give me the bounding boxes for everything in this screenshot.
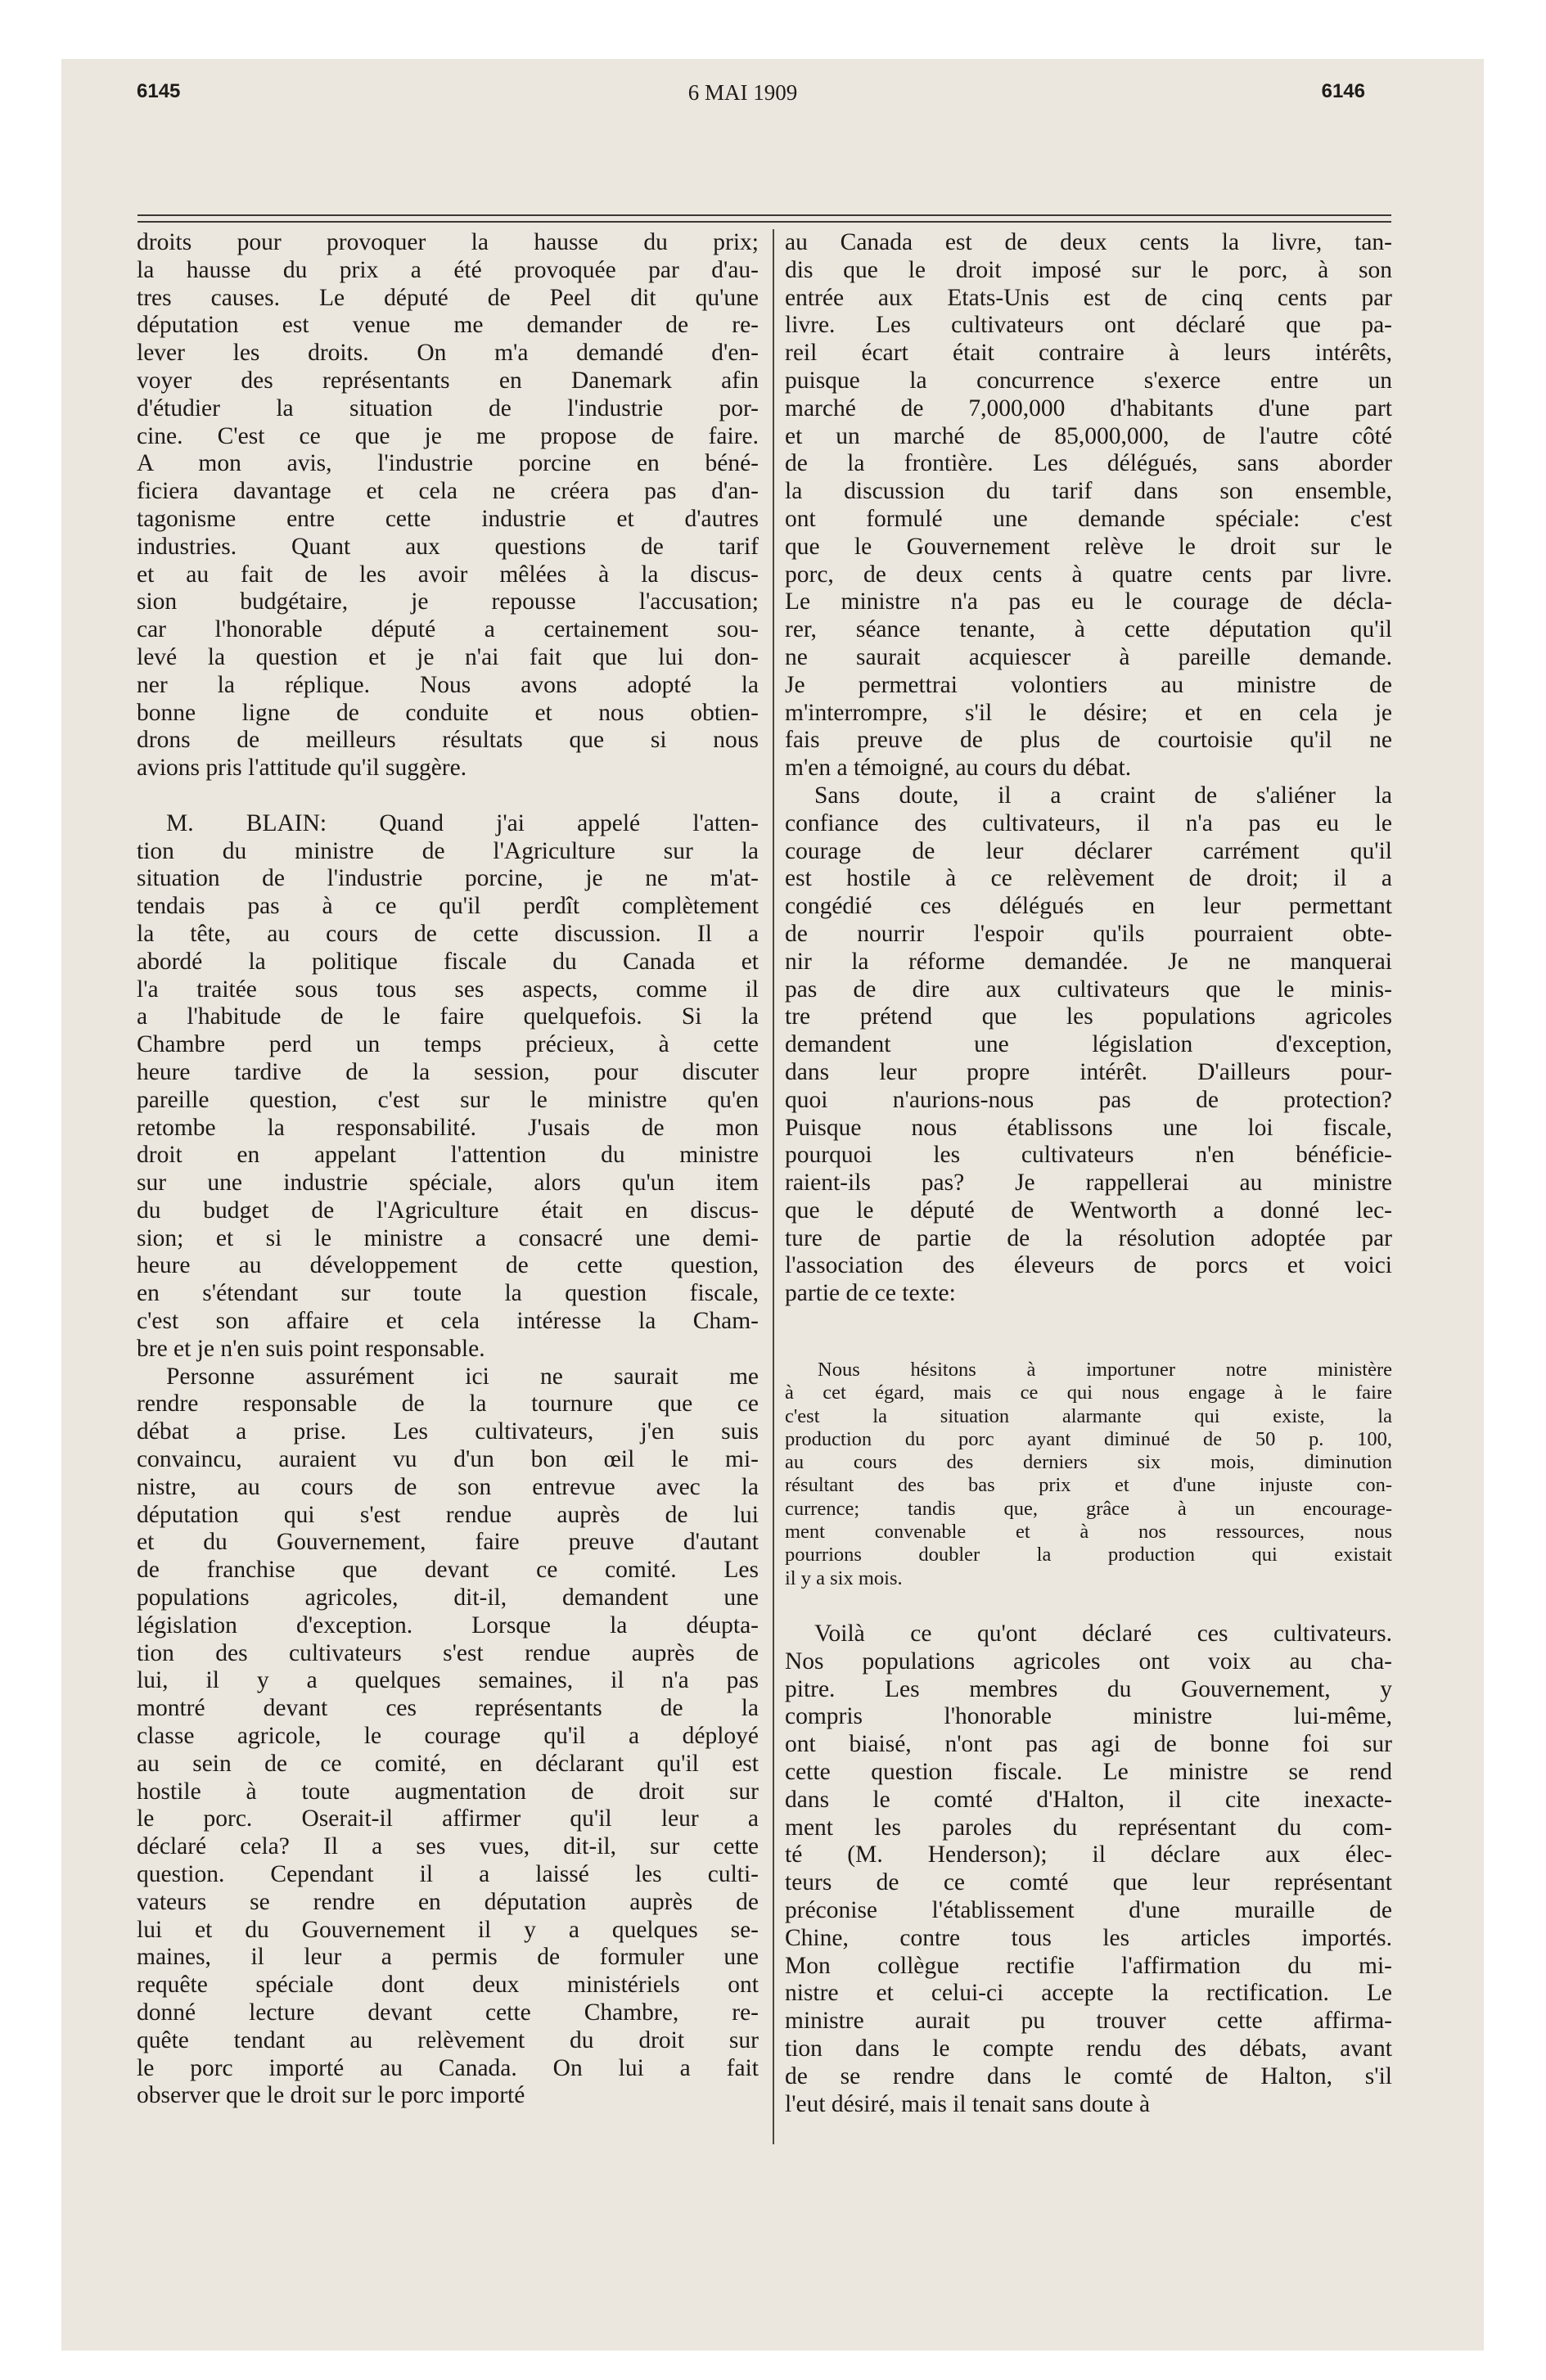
page-number-right: 6146 [1321, 80, 1365, 102]
text-line: livre. Les cultivateurs ont déclaré que pa- [785, 312, 1392, 339]
quote-line: à cet égard, mais ce qui nous engage à le faire [785, 1382, 1392, 1404]
text-line: Puisque nous établissons une loi fiscale, [785, 1114, 1392, 1141]
text-line [137, 782, 759, 810]
quote-line: Nous hésitons à importuner notre ministère [818, 1359, 1392, 1381]
text-line: déclaré cela? Il a ses vues, dit-il, sur cette [137, 1833, 759, 1860]
text-line: rer, séance tenante, à cette députation qu'il [785, 616, 1392, 643]
text-line: abordé la politique fiscale du Canada et [137, 948, 759, 975]
text-line: car l'honorable député a certainement sou- [137, 616, 759, 643]
text-line: Personne assurément ici ne saurait me [166, 1363, 759, 1390]
text-line: députation est venue me demander de re- [137, 312, 759, 339]
text-line: dans leur propre intérêt. D'ailleurs pour- [785, 1058, 1392, 1085]
text-line: de se rendre dans le comté de Halton, s'il [785, 2062, 1392, 2089]
text-line: lui, il y a quelques semaines, il n'a pas [137, 1667, 759, 1694]
text-line: de nourrir l'espoir qu'ils pourraient obte- [785, 920, 1392, 947]
text-line: au Canada est de deux cents la livre, tan- [785, 229, 1392, 255]
text-line: tres causes. Le député de Peel dit qu'une [137, 284, 759, 311]
text-line: situation de l'industrie porcine, je ne m'at- [137, 865, 759, 892]
text-line: tendais pas à ce qu'il perdît complètement [137, 893, 759, 920]
text-line: tion dans le compte rendu des débats, avant [785, 2035, 1392, 2062]
text-line: observer que le droit sur le porc importé [137, 2082, 525, 2109]
text-line: sion budgétaire, je repousse l'accusation; [137, 588, 759, 615]
text-line: porc, de deux cents à quatre cents par livre. [785, 561, 1392, 588]
text-line: M. BLAIN: Quand j'ai appelé l'atten- [166, 809, 759, 836]
text-line: sur une industrie spéciale, alors qu'un item [137, 1170, 759, 1197]
text-line: vateurs se rendre en députation auprès de [137, 1888, 759, 1915]
text-line: hostile à toute augmentation de droit sur [137, 1778, 759, 1805]
text-line: retombe la responsabilité. J'usais de mon [137, 1114, 759, 1141]
text-line: de franchise que devant ce comité. Les [137, 1557, 759, 1584]
text-line: Sans doute, il a craint de s'aliéner la [814, 782, 1392, 809]
page-date: 6 MAI 1909 [687, 80, 798, 105]
text-line: quête tendant au relèvement du droit sur [137, 2026, 759, 2053]
text-line: Chine, contre tous les articles importés. [785, 1924, 1392, 1951]
text-line: donné lecture devant cette Chambre, re- [137, 1999, 759, 2026]
text-line: ture de partie de la résolution adoptée par [785, 1224, 1392, 1251]
text-line: débat a prise. Les cultivateurs, j'en suis [137, 1418, 759, 1445]
text-line: puisque la concurrence s'exerce entre un [785, 367, 1392, 394]
text-line: d'étudier la situation de l'industrie por- [137, 394, 759, 421]
text-line: droits pour provoquer la hausse du prix; [137, 229, 759, 255]
text-line: et un marché de 85,000,000, de l'autre côté [785, 422, 1392, 449]
text-line: Je permettrai volontiers au ministre de [785, 671, 1392, 698]
text-line: m'interrompre, s'il le désire; et en cela je [785, 699, 1392, 726]
text-line: cine. C'est ce que je me propose de faire. [137, 422, 759, 449]
column-divider [773, 229, 774, 2144]
text-line: confiance des cultivateurs, il n'a pas eu le [785, 809, 1392, 836]
text-line: la discussion du tarif dans son ensemble, [785, 478, 1392, 505]
text-line: quoi n'aurions-nous pas de protection? [785, 1086, 1392, 1113]
header-rule-top [137, 214, 1391, 216]
text-line: nistre et celui-ci accepte la rectification. Le [785, 1980, 1392, 2007]
text-line: tion des cultivateurs s'est rendue auprès de [137, 1639, 759, 1666]
text-line: entrée aux Etats-Unis est de cinq cents par [785, 284, 1392, 311]
text-line: Mon collègue rectifie l'affirmation du mi- [785, 1952, 1392, 1979]
text-line: teurs de ce comté que leur représentant [785, 1869, 1392, 1896]
text-line: préconise l'établissement d'une muraille de [785, 1896, 1392, 1923]
text-line: convaincu, auraient vu d'un bon œil le mi- [137, 1446, 759, 1473]
text-line: la hausse du prix a été provoquée par d'au- [137, 256, 759, 283]
text-line: sion; et si le ministre a consacré une demi- [137, 1224, 759, 1251]
quoted-resolution [785, 1359, 1392, 1590]
quote-line: pourrions doubler la production qui existait [785, 1544, 1392, 1566]
text-line: partie de ce texte: [785, 1280, 956, 1307]
page-number-left: 6145 [137, 80, 181, 102]
text-line: tion du ministre de l'Agriculture sur la [137, 837, 759, 864]
text-line: pareille question, c'est sur le ministre qu'en [137, 1086, 759, 1113]
quote-line: production du porc ayant diminué de 50 p. 100, [785, 1427, 1392, 1450]
text-line: industries. Quant aux questions de tarif [137, 533, 759, 560]
text-line: levé la question et je n'ai fait que lui don- [137, 643, 759, 670]
text-line: Voilà ce qu'ont déclaré ces cultivateurs. [814, 1620, 1392, 1647]
text-line: courage de leur déclarer carrément qu'il [785, 837, 1392, 864]
text-line: maines, il leur a permis de formuler une [137, 1944, 759, 1971]
text-line: question. Cependant il a laissé les culti- [137, 1861, 759, 1888]
text-line: le porc importé au Canada. On lui a fait [137, 2054, 759, 2081]
text-line: rendre responsable de la tournure que ce [137, 1391, 759, 1418]
text-line: nir la réforme demandée. Je ne manquerai [785, 948, 1392, 975]
text-line: lever les droits. On m'a demandé d'en- [137, 340, 759, 367]
text-line: lui et du Gouvernement il y a quelques se- [137, 1916, 759, 1943]
text-line: et du Gouvernement, faire preuve d'autant [137, 1529, 759, 1556]
text-line: heure au développement de cette question, [137, 1252, 759, 1279]
right-column-top [785, 229, 1392, 1308]
quote-line: au cours des derniers six mois, diminution [785, 1451, 1392, 1474]
text-line: m'en a témoigné, au cours du débat. [785, 755, 1132, 782]
text-line: bonne ligne de conduite et nous obtien- [137, 699, 759, 726]
text-line: c'est son affaire et cela intéresse la Cham- [137, 1308, 759, 1335]
text-line: drons de meilleurs résultats que si nous [137, 727, 759, 754]
text-line: pitre. Les membres du Gouvernement, y [785, 1675, 1392, 1702]
text-line: a l'habitude de le faire quelquefois. Si la [137, 1003, 759, 1030]
text-line: té (M. Henderson); il déclare aux élec- [785, 1841, 1392, 1868]
text-line: marché de 7,000,000 d'habitants d'une part [785, 394, 1392, 421]
text-line: ministre aurait pu trouver cette affirma- [785, 2008, 1392, 2035]
left-column [137, 229, 759, 2110]
text-line: raient-ils pas? Je rappellerai au ministre [785, 1170, 1392, 1197]
text-line: tagonisme entre cette industrie et d'autres [137, 505, 759, 532]
text-line: l'association des éleveurs de porcs et voici [785, 1252, 1392, 1279]
text-line: de la frontière. Les délégués, sans aborder [785, 450, 1392, 477]
text-line: l'a traitée sous tous ses aspects, comme il [137, 976, 759, 1003]
text-line: que le député de Wentworth a donné lec- [785, 1197, 1392, 1224]
text-line: pas de dire aux cultivateurs que le minis- [785, 976, 1392, 1003]
text-line: dans le comté d'Halton, il cite inexacte- [785, 1786, 1392, 1813]
text-line: ment les paroles du représentant du com- [785, 1814, 1392, 1841]
text-line: montré devant ces représentants de la [137, 1695, 759, 1722]
text-line: demandent une législation d'exception, [785, 1031, 1392, 1058]
text-line: classe agricole, le courage qu'il a déployé [137, 1723, 759, 1750]
text-line: ont biaisé, n'ont pas agi de bonne foi sur [785, 1731, 1392, 1758]
text-line: heure tardive de la session, pour discuter [137, 1058, 759, 1085]
text-line: requête spéciale dont deux ministériels ont [137, 1972, 759, 1999]
text-line: Nos populations agricoles ont voix au cha- [785, 1648, 1392, 1675]
text-line: nistre, au cours de son entrevue avec la [137, 1473, 759, 1500]
text-line: fais preuve de plus de courtoisie qu'il ne [785, 727, 1392, 754]
right-column-bottom [785, 1620, 1392, 2118]
text-line: avions pris l'attitude qu'il suggère. [137, 755, 467, 782]
text-line: que le Gouvernement relève le droit sur le [785, 533, 1392, 560]
text-line: reil écart était contraire à leurs intérêts, [785, 340, 1392, 367]
text-line: populations agricoles, dit-il, demandent une [137, 1584, 759, 1611]
text-line: Le ministre n'a pas eu le courage de décla- [785, 588, 1392, 615]
text-line: voyer des représentants en Danemark afin [137, 367, 759, 394]
text-line: compris l'honorable ministre lui-même, [785, 1703, 1392, 1730]
quote-line: c'est la situation alarmante qui existe, la [785, 1404, 1392, 1427]
text-line: ne saurait acquiescer à pareille demande. [785, 643, 1392, 670]
text-line: cette question fiscale. Le ministre se rend [785, 1758, 1392, 1785]
text-line: la tête, au cours de cette discussion. Il a [137, 920, 759, 947]
quote-line: currence; tandis que, grâce à un encourage- [785, 1497, 1392, 1520]
text-line: est hostile à ce relèvement de droit; il a [785, 865, 1392, 892]
text-line: congédié ces délégués en leur permettant [785, 893, 1392, 920]
header-rule-bottom [137, 221, 1391, 223]
text-line: l'eut désiré, mais il tenait sans doute à [785, 2090, 1151, 2117]
text-line: pourquoi les cultivateurs n'en bénéficie- [785, 1142, 1392, 1169]
text-line: du budget de l'Agriculture était en discus- [137, 1197, 759, 1224]
text-line: et au fait de les avoir mêlées à la discus- [137, 561, 759, 588]
text-line: ficiera davantage et cela ne créera pas d'an- [137, 478, 759, 505]
text-line: bre et je n'en suis point responsable. [137, 1335, 485, 1362]
quote-line: résultant des bas prix et d'une injuste con- [785, 1474, 1392, 1497]
quote-line: ment convenable et à nos ressources, nous [785, 1521, 1392, 1544]
text-line: ner la réplique. Nous avons adopté la [137, 671, 759, 698]
text-line: au sein de ce comité, en déclarant qu'il est [137, 1750, 759, 1777]
quote-line: il y a six mois. [785, 1566, 903, 1589]
text-line: ont formulé une demande spéciale: c'est [785, 505, 1392, 532]
text-line: A mon avis, l'industrie porcine en béné- [137, 450, 759, 477]
text-line: dis que le droit imposé sur le porc, à son [785, 256, 1392, 283]
text-line: le porc. Oserait-il affirmer qu'il leur a [137, 1805, 759, 1832]
text-line: législation d'exception. Lorsque la déupta- [137, 1611, 759, 1639]
text-line: droit en appelant l'attention du ministre [137, 1142, 759, 1169]
page-header [78, 80, 1408, 113]
text-line: tre prétend que les populations agricoles [785, 1003, 1392, 1030]
text-line: Chambre perd un temps précieux, à cette [137, 1031, 759, 1058]
text-line: en s'étendant sur toute la question fiscale, [137, 1280, 759, 1307]
text-line: députation qui s'est rendue auprès de lui [137, 1501, 759, 1528]
